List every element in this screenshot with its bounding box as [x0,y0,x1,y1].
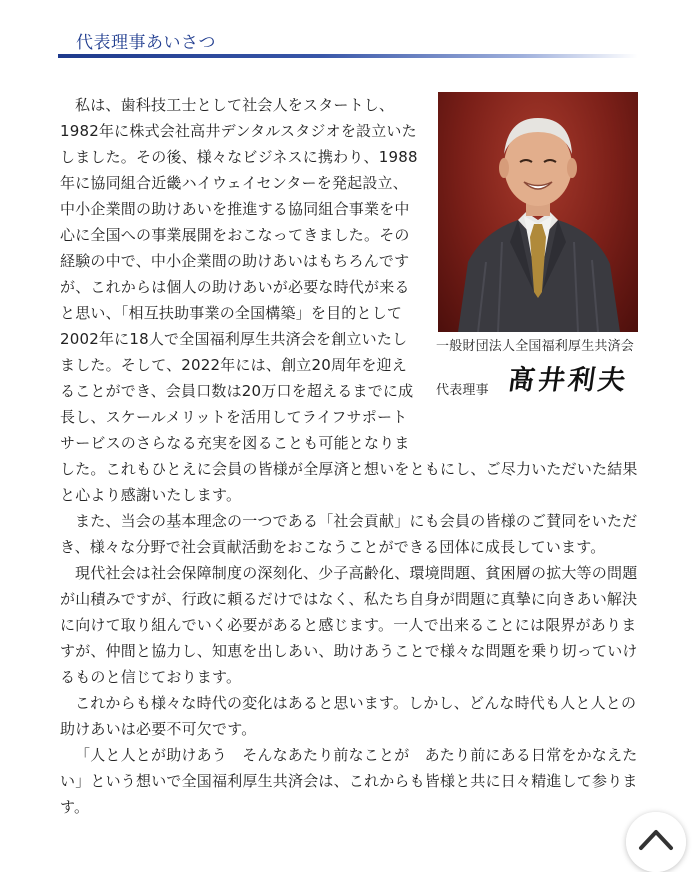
paragraph-2: また、当会の基本理念の一つである「社会貢献」にも会員の皆様のご賛同をいただき、様々な分野で社会貢献活動をおこなうことができる団体に成長しています。 [60,512,638,556]
organization-name: 一般財団法人全国福利厚生共済会 [436,339,635,354]
scroll-top-button[interactable] [626,812,686,872]
greeting-body [60,92,640,820]
portrait-photo [438,92,638,332]
section-heading [58,26,638,60]
paragraph-4: これからも様々な時代の変化はあると思います。しかし、どんな時代も人と人との助けあいは必要不可欠です。 [60,694,637,738]
profile-box [432,92,640,438]
heading-underline [58,54,638,58]
paragraph-1: 私は、歯科技工士として社会人をスタートし、1982年に株式会社高井デンタルスタジオを設立いたしました。その後、様々なビジネスに携わり、1988年に協同組合近畿ハイウェイセンターを発起設立、中小企業間の助けあいを推進する協同組合事業を中心に全国への事業展開をおこなってきました。その経験の中で、中小企業間の助けあいはもちろんですが、これからは個人の助けあいが必要な時代が来ると思い、「相互扶助事業の全国構築」を目的として2002年に18人で全国福利厚生共済会を創立いたしました。そして、2022年には、創立20周年を迎えることができ、会員口数は20万口を超えるまでに成長し、スケールメリットを活用してライフサポートサービスのさらなる充実を図ることも可能となりました。これもひとえに会員の皆様が全厚済と想いをともにし、ご尽力いただいた結果と心より感謝いたします。 [60,96,638,504]
position-title: 代表理事 [436,383,489,398]
paragraph-5: 「人と人とが助けあう そんなあたり前なことが あたり前にある日常をかなえたい」という想いで全国福利厚生共済会は、これからも皆様と共に日々精進して参ります。 [60,746,638,816]
portrait-illustration [438,92,638,332]
section-title: 代表理事あいさつ [76,33,216,53]
signature-row [436,365,640,404]
chevron-up-icon [638,826,674,854]
signature: 髙井利夫 [505,365,631,396]
paragraph-3: 現代社会は社会保障制度の深刻化、少子高齢化、環境問題、貧困層の拡大等の問題が山積みですが、行政に頼るだけではなく、私たち自身が問題に真摯に向きあい解決に向けて取り組んでいく必要があると感じます。一人で出来ることには限界がありますが、仲間と協力し、知恵を出しあい、助けあうことで様々な問題を乗り切っていけるものと信じております。 [60,564,638,686]
